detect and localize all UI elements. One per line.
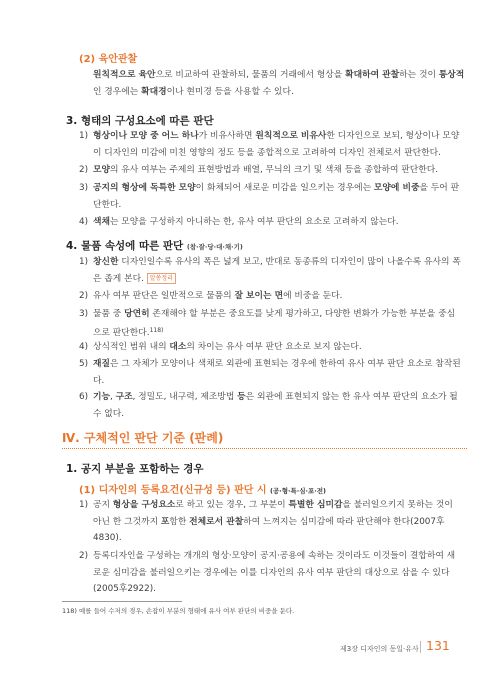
text: 으로 비교하여 관찰하되, 물품의 거래에서 형상을 [155,70,346,80]
text: 하여 느껴지는 심미감에 따라 판단해야 한다(2007후4830). [93,516,445,543]
text: 은 외관에 표현되지 않는 한 유사 여부 판단의 요소가 될 수 없다. [93,392,458,419]
text-bold: 을 구성요소 [129,500,176,510]
text-bold: 원칙적으로 비유사 [255,131,327,141]
text-bold: 당연히 [124,309,150,319]
text-bold: 확대경 [141,87,167,97]
text-bold: 통상적 [438,70,465,80]
footer-chapter: 제3장 디자인의 동일·유사 [340,645,419,653]
item-number: 6) [79,392,89,402]
text-bold: 기능 [93,392,110,402]
text-bold: 원칙적으로 육안 [93,70,156,80]
list-item [79,389,463,422]
page-number: 131 [426,638,450,653]
list-item [79,548,463,598]
item-number: 2) [79,165,89,175]
item-number: 1) [79,131,89,141]
text: 로 하고 있는 경우, 그 부분이 [175,500,289,510]
list-item [79,162,463,179]
list-item [79,128,463,161]
section-title-public-part: 1. 공지 부분을 포함하는 경우 [66,463,204,475]
text: 이나 현미경 등을 사용할 수 있다. [166,87,294,97]
section-title-product-attributes [66,238,243,253]
item-number: 5) [79,359,89,369]
item-number: 4) [79,342,89,352]
mnemonic: (참·잘·당·대·채·기) [186,243,243,251]
text-bold: 재질 [93,359,110,369]
text-bold: 확대하여 관찰 [345,70,400,80]
heading-divider [62,448,467,449]
item-number: 2) [79,551,89,561]
text: 에 비중을 둔다. [283,291,343,301]
text: 가 비유사하면 [198,131,256,141]
text: , 정밀도, 내구력, 제조방법 [132,392,238,402]
text: 을 불러일으키지 못하는 것이 아닌 한 그것까지 [93,500,453,527]
text-bold: 포 [160,516,170,527]
text: 이 화체되어 새로운 미감을 일으키는 경우에는 [195,183,374,193]
list-item [79,288,463,305]
list-item [79,497,463,547]
section-title-text: 4. 물품 속성에 따른 판단 [66,240,184,252]
chapter-heading-iv: Ⅳ. 구체적인 판단 기준 (판례) [62,431,224,445]
item-number: 1) [79,500,89,510]
subsection-title-visual-inspection: (2) 육안관찰 [79,54,138,65]
text: 물품 중 [93,309,125,319]
section-title-form-components: 3. 형태의 구성요소에 따른 판단 [66,115,214,127]
footer-divider [420,641,421,653]
text-bold: 공지의 형상에 독특한 모양 [93,183,196,193]
text: 디자인일수록 유사의 폭은 넓게 보고, 반대로 동종류의 디자인이 많이 나올수록 유사의 폭은 좁게 본다. [93,257,461,284]
list-item [79,356,463,389]
list-item [79,180,463,213]
text: 의 유사 여부는 주제의 표현방법과 배열, 무늬의 크기 및 색채 등을 종합하여 판단한다. [110,165,439,175]
text: 인 경우에는 [93,87,142,97]
list-item [79,339,463,356]
list-item [79,214,463,231]
text: 상식적인 범위 내의 [93,342,170,352]
text: 의 차이는 유사 여부 판단 요소로 보지 않는다. [186,342,362,352]
text: 공지 [93,500,113,510]
item-number: 4) [79,217,89,227]
footnote-divider [62,601,182,602]
item-number: 1) [79,257,89,267]
text: 을 두어 판단한다. [93,183,460,210]
item-number: 2) [79,291,89,301]
text: 유사 여부 판단은 일반적으로 물품의 [93,291,235,301]
text: 존재해야 할 부분은 중요도를 낮게 평가하고, 다양한 변화가 가능한 부분을 중심으로 판단한다. [93,309,456,338]
text-bold: 구조 [115,392,133,402]
text-bold: 형상 [112,500,130,510]
text-bold: 대소 [169,342,187,352]
text: 등록디자인을 구성하는 개개의 형상·모양이 공지·공용에 속하는 것이라도 이것들이 결합하여 새로운 심미감을 불러일으키는 경우에는 이를 디자인의 유사 여부 판단의 대상으로 삼을 수 있다(2005후2922). [93,551,456,594]
text: 한 디자인으로 보되, 형상이나 모양이 디자인의 미감에 미친 영향의 정도 등을 종합적으로 고려하여 디자인 전체로서 판단한다. [93,131,460,158]
subsection-title-text: (1) 디자인의 등록요건(신규성 등) 판단 시 [79,485,267,496]
text: 은 그 자체가 모양이나 색채로 외관에 표현되는 경우에 한하여 유사 여부 판단 요소로 참작된다. [93,359,461,386]
text-bold: 색채 [93,217,110,227]
text-bold: 창신한 [93,257,119,267]
text: 하는 것이 [399,70,439,80]
item-number: 3) [79,309,89,319]
subsection-title-registration [79,481,326,496]
text: 함한 [169,516,190,527]
item-number: 3) [79,183,89,193]
text-bold: 등 [237,392,246,402]
text: , [110,392,116,402]
text-bold: 모양에 비중 [373,183,420,193]
footnote-ref[interactable]: 118) [149,326,164,334]
visual-inspection-paragraph [93,67,465,101]
reference-tag[interactable]: 알쏭정리 [147,273,176,284]
text-bold: 잘 보이는 면 [234,291,284,301]
mnemonic: (공·형·특·심·포·전) [270,487,326,495]
text-bold: 형상이나 모양 중 어느 하나 [93,131,199,141]
footnote: 118) 예를 들어 수저의 경우, 손잡이 부분의 형태에 유사 여부 판단의 비중을 둔다. [62,607,295,615]
text: 는 모양을 구성하지 아니하는 한, 유사 여부 판단의 요소로 고려하지 않는다. [110,217,399,227]
list-item [79,254,463,287]
list-item [79,306,463,341]
text-bold: 모양 [93,165,110,175]
text-bold: 전체로서 관찰 [189,516,244,527]
text-bold: 특별한 심미감 [288,500,343,510]
